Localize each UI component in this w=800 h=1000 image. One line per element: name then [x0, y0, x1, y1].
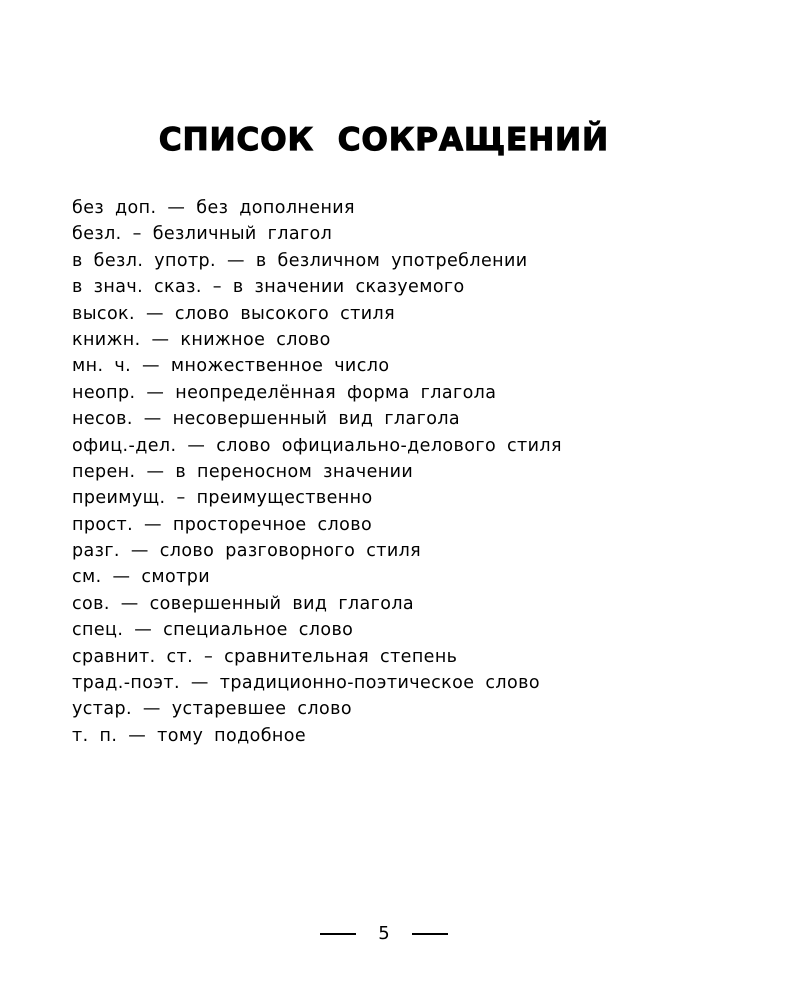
- list-item: мн. ч. — множественное число: [72, 356, 390, 377]
- list-item: без доп. — без дополнения: [72, 198, 355, 218]
- footer-rule-right: [412, 933, 448, 935]
- page-footer: [0, 920, 768, 948]
- list-item: прост. — просторечное слово: [72, 514, 373, 535]
- list-item: спец. — специальное слово: [72, 620, 354, 641]
- list-item: высок. — слово высокого стиля: [72, 303, 396, 324]
- list-item: несов. — несовершенный вид глагола: [72, 409, 461, 430]
- list-item: трад.-поэт. — традиционно-поэтическое слово: [72, 673, 540, 694]
- list-item: в знач. сказ. – в значении сказуемого: [72, 277, 465, 298]
- list-item: сравнит. ст. – сравнительная степень: [72, 646, 458, 667]
- list-item: перен. — в переносном значении: [72, 461, 414, 482]
- list-item: книжн. — книжное слово: [72, 329, 331, 350]
- list-item: преимущ. – преимущественно: [72, 488, 373, 509]
- list-item: офиц.-дел. — слово официально-делового стиля: [72, 435, 562, 456]
- list-item: безл. – безличный глагол: [72, 224, 333, 245]
- list-item: сов. — совершенный вид глагола: [72, 593, 415, 614]
- list-item: в безл. употр. — в безличном употреблении: [72, 250, 528, 271]
- list-item: т. п. — тому подобное: [72, 725, 307, 746]
- list-item: неопр. — неопределённая форма глагола: [72, 382, 497, 403]
- list-item: разг. — слово разговорного стиля: [72, 541, 422, 562]
- page-title: СПИСОК СОКРАЩЕНИЙ: [158, 122, 610, 158]
- page-number: 5: [378, 923, 390, 944]
- abbreviation-list: [72, 195, 772, 749]
- list-item: устар. — устаревшее слово: [72, 699, 352, 720]
- list-item: см. — смотри: [72, 567, 211, 588]
- footer-rule-left: [320, 933, 356, 935]
